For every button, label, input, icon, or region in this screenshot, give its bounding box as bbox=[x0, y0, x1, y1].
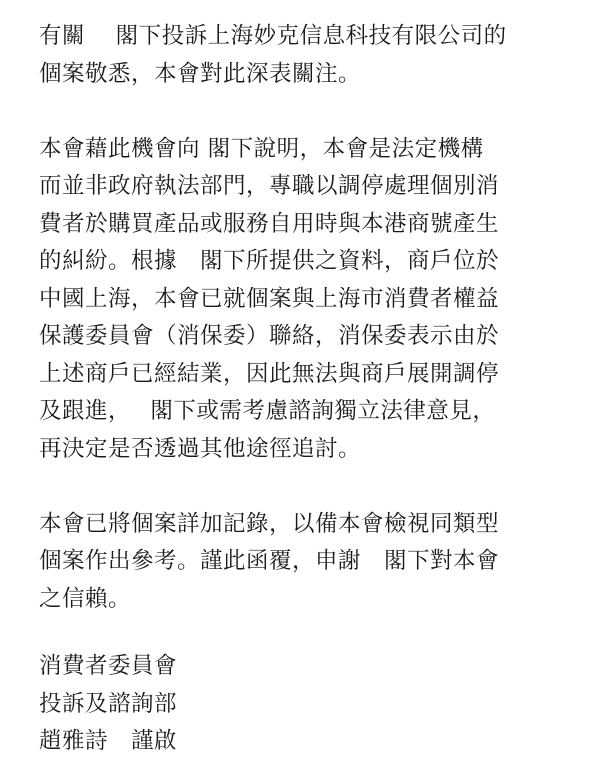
text-line: 有關 閣下投訴上海妙克信息科技有限公司的 bbox=[39, 23, 507, 49]
paragraph-spacer bbox=[39, 618, 579, 648]
letter-body bbox=[39, 18, 579, 761]
signature-signoff: 趙雅詩 謹啟 bbox=[39, 728, 178, 754]
paragraph-acknowledgement bbox=[39, 18, 579, 93]
text-line: 保護委員會（消保委）聯絡，消保委表示由於 bbox=[39, 323, 500, 349]
text-line: 中國上海，本會已就個案與上海市消費者權益 bbox=[39, 285, 500, 312]
text-line: 之信賴。 bbox=[39, 585, 132, 612]
text-line: 而並非政府執法部門，專職以調停處理個別消 bbox=[39, 173, 500, 199]
text-line: 本會藉此機會向 閣下說明，本會是法定機構 bbox=[39, 135, 484, 162]
text-line: 個案作出參考。謹此函覆，申謝 閣下對本會 bbox=[39, 548, 500, 574]
paragraph-spacer bbox=[39, 468, 579, 506]
paragraph-spacer bbox=[39, 93, 579, 131]
text-line: 個案敬悉，本會對此深表關注。 bbox=[39, 60, 362, 87]
text-line: 上述商戶已經結業，因此無法與商戶展開調停 bbox=[39, 360, 500, 387]
text-line: 及跟進， 閣下或需考慮諮詢獨立法律意見， bbox=[39, 398, 496, 424]
text-line: 本會已將個案詳加記錄，以備本會檢視同類型 bbox=[39, 510, 500, 537]
text-line: 費者於購買產品或服務自用時與本港商號產生 bbox=[39, 210, 500, 237]
text-line: 再決定是否透過其他途徑追討。 bbox=[39, 435, 362, 462]
text-line: 的糾紛。根據 閣下所提供之資料，商戶位於 bbox=[39, 248, 500, 274]
signature-block bbox=[39, 648, 579, 761]
paragraph-explanation bbox=[39, 131, 579, 469]
paragraph-closing bbox=[39, 506, 579, 619]
signature-organization: 消費者委員會 bbox=[39, 653, 178, 679]
signature-department: 投訴及諮詢部 bbox=[39, 690, 178, 717]
